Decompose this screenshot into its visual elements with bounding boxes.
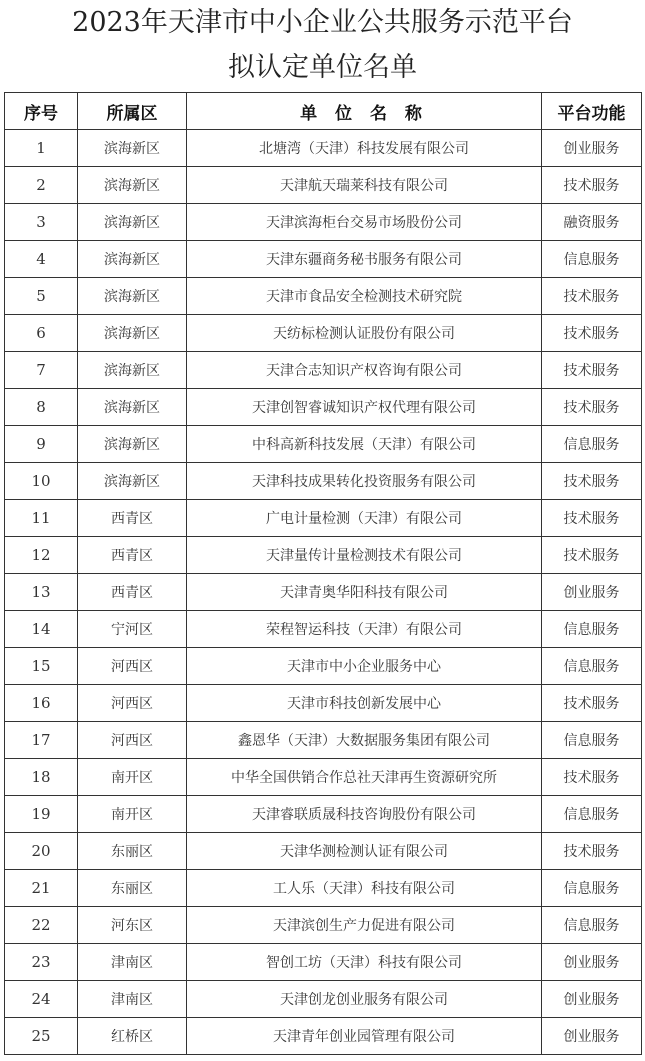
page-title-line-2: 拟认定单位名单 <box>228 52 417 83</box>
cell-unit-name: 中华全国供销合作总社天津再生资源研究所 <box>187 759 542 796</box>
cell-district: 滨海新区 <box>78 130 187 167</box>
cell-serial-number: 1 <box>5 130 78 167</box>
cell-district: 宁河区 <box>78 611 187 648</box>
cell-platform-function: 技术服务 <box>542 167 642 204</box>
cell-serial-number: 14 <box>5 611 78 648</box>
cell-unit-name: 天津市科技创新发展中心 <box>187 685 542 722</box>
cell-platform-function: 信息服务 <box>542 241 642 278</box>
cell-unit-name: 天津科技成果转化投资服务有限公司 <box>187 463 542 500</box>
table-row <box>5 389 642 426</box>
cell-district: 滨海新区 <box>78 352 187 389</box>
cell-platform-function: 信息服务 <box>542 426 642 463</box>
cell-district: 东丽区 <box>78 833 187 870</box>
table-row <box>5 130 642 167</box>
table-row <box>5 1018 642 1055</box>
cell-district: 滨海新区 <box>78 426 187 463</box>
cell-platform-function: 技术服务 <box>542 685 642 722</box>
cell-unit-name: 天纺标检测认证股份有限公司 <box>187 315 542 352</box>
header-platform-function: 平台功能 <box>542 93 642 130</box>
table-row <box>5 426 642 463</box>
table-row <box>5 463 642 500</box>
table-row <box>5 833 642 870</box>
cell-unit-name: 广电计量检测（天津）有限公司 <box>187 500 542 537</box>
cell-unit-name: 天津创龙创业服务有限公司 <box>187 981 542 1018</box>
cell-serial-number: 10 <box>5 463 78 500</box>
cell-platform-function: 技术服务 <box>542 278 642 315</box>
cell-platform-function: 信息服务 <box>542 796 642 833</box>
table-row <box>5 204 642 241</box>
cell-platform-function: 技术服务 <box>542 759 642 796</box>
cell-district: 津南区 <box>78 944 187 981</box>
cell-district: 河西区 <box>78 685 187 722</box>
cell-unit-name: 天津青年创业园管理有限公司 <box>187 1018 542 1055</box>
cell-serial-number: 24 <box>5 981 78 1018</box>
cell-serial-number: 3 <box>5 204 78 241</box>
cell-district: 河西区 <box>78 648 187 685</box>
cell-serial-number: 13 <box>5 574 78 611</box>
cell-district: 东丽区 <box>78 870 187 907</box>
cell-district: 河西区 <box>78 722 187 759</box>
cell-serial-number: 8 <box>5 389 78 426</box>
cell-serial-number: 9 <box>5 426 78 463</box>
header-district: 所属区 <box>78 93 187 130</box>
table-row <box>5 537 642 574</box>
cell-district: 滨海新区 <box>78 463 187 500</box>
table-row <box>5 241 642 278</box>
table-row <box>5 352 642 389</box>
cell-unit-name: 北塘湾（天津）科技发展有限公司 <box>187 130 542 167</box>
cell-serial-number: 12 <box>5 537 78 574</box>
cell-unit-name: 天津航天瑞莱科技有限公司 <box>187 167 542 204</box>
cell-platform-function: 技术服务 <box>542 389 642 426</box>
table-row <box>5 500 642 537</box>
cell-district: 南开区 <box>78 759 187 796</box>
cell-unit-name: 天津青奥华阳科技有限公司 <box>187 574 542 611</box>
cell-unit-name: 鑫恩华（天津）大数据服务集团有限公司 <box>187 722 542 759</box>
cell-unit-name: 天津华测检测认证有限公司 <box>187 833 542 870</box>
cell-platform-function: 融资服务 <box>542 204 642 241</box>
cell-platform-function: 创业服务 <box>542 1018 642 1055</box>
table-row <box>5 648 642 685</box>
cell-serial-number: 2 <box>5 167 78 204</box>
table-row <box>5 315 642 352</box>
cell-serial-number: 18 <box>5 759 78 796</box>
cell-platform-function: 创业服务 <box>542 130 642 167</box>
table-row <box>5 870 642 907</box>
cell-serial-number: 15 <box>5 648 78 685</box>
cell-district: 滨海新区 <box>78 167 187 204</box>
cell-platform-function: 技术服务 <box>542 500 642 537</box>
table-row <box>5 981 642 1018</box>
cell-unit-name: 荣程智运科技（天津）有限公司 <box>187 611 542 648</box>
cell-platform-function: 技术服务 <box>542 463 642 500</box>
cell-platform-function: 信息服务 <box>542 722 642 759</box>
header-serial-number: 序号 <box>5 93 78 130</box>
table-row <box>5 907 642 944</box>
table-row <box>5 611 642 648</box>
table-body <box>5 130 642 1055</box>
cell-serial-number: 21 <box>5 870 78 907</box>
cell-platform-function: 创业服务 <box>542 574 642 611</box>
cell-platform-function: 技术服务 <box>542 833 642 870</box>
cell-unit-name: 天津滨海柜台交易市场股份公司 <box>187 204 542 241</box>
cell-district: 滨海新区 <box>78 241 187 278</box>
cell-district: 津南区 <box>78 981 187 1018</box>
cell-district: 河东区 <box>78 907 187 944</box>
table-row <box>5 685 642 722</box>
cell-serial-number: 25 <box>5 1018 78 1055</box>
cell-unit-name: 工人乐（天津）科技有限公司 <box>187 870 542 907</box>
cell-district: 西青区 <box>78 574 187 611</box>
cell-unit-name: 中科高新科技发展（天津）有限公司 <box>187 426 542 463</box>
cell-district: 红桥区 <box>78 1018 187 1055</box>
cell-serial-number: 16 <box>5 685 78 722</box>
cell-platform-function: 技术服务 <box>542 315 642 352</box>
cell-serial-number: 19 <box>5 796 78 833</box>
cell-serial-number: 4 <box>5 241 78 278</box>
cell-platform-function: 信息服务 <box>542 870 642 907</box>
cell-serial-number: 22 <box>5 907 78 944</box>
cell-serial-number: 5 <box>5 278 78 315</box>
cell-unit-name: 天津滨创生产力促进有限公司 <box>187 907 542 944</box>
cell-district: 滨海新区 <box>78 315 187 352</box>
cell-platform-function: 技术服务 <box>542 352 642 389</box>
table-row <box>5 278 642 315</box>
cell-unit-name: 天津合志知识产权咨询有限公司 <box>187 352 542 389</box>
table-header-row <box>5 93 642 130</box>
page-title-line-1: 2023年天津市中小企业公共服务示范平台 <box>72 7 573 38</box>
cell-serial-number: 17 <box>5 722 78 759</box>
cell-unit-name: 天津市食品安全检测技术研究院 <box>187 278 542 315</box>
cell-serial-number: 7 <box>5 352 78 389</box>
cell-unit-name: 天津东疆商务秘书服务有限公司 <box>187 241 542 278</box>
cell-platform-function: 信息服务 <box>542 611 642 648</box>
table-row <box>5 759 642 796</box>
cell-serial-number: 23 <box>5 944 78 981</box>
cell-platform-function: 信息服务 <box>542 907 642 944</box>
table-row <box>5 944 642 981</box>
cell-platform-function: 技术服务 <box>542 537 642 574</box>
cell-district: 西青区 <box>78 537 187 574</box>
cell-district: 西青区 <box>78 500 187 537</box>
table-row <box>5 167 642 204</box>
cell-district: 滨海新区 <box>78 389 187 426</box>
cell-district: 南开区 <box>78 796 187 833</box>
cell-serial-number: 20 <box>5 833 78 870</box>
header-unit-name: 单 位 名 称 <box>187 93 542 130</box>
cell-serial-number: 11 <box>5 500 78 537</box>
cell-district: 滨海新区 <box>78 204 187 241</box>
cell-unit-name: 天津市中小企业服务中心 <box>187 648 542 685</box>
table-row <box>5 796 642 833</box>
cell-platform-function: 信息服务 <box>542 648 642 685</box>
cell-serial-number: 6 <box>5 315 78 352</box>
cell-unit-name: 天津量传计量检测技术有限公司 <box>187 537 542 574</box>
cell-platform-function: 创业服务 <box>542 944 642 981</box>
cell-unit-name: 智创工坊（天津）科技有限公司 <box>187 944 542 981</box>
table-row <box>5 722 642 759</box>
cell-unit-name: 天津睿联质晟科技咨询股份有限公司 <box>187 796 542 833</box>
table-row <box>5 574 642 611</box>
cell-district: 滨海新区 <box>78 278 187 315</box>
enterprise-list-table <box>4 92 642 1055</box>
cell-platform-function: 创业服务 <box>542 981 642 1018</box>
cell-unit-name: 天津创智睿诚知识产权代理有限公司 <box>187 389 542 426</box>
